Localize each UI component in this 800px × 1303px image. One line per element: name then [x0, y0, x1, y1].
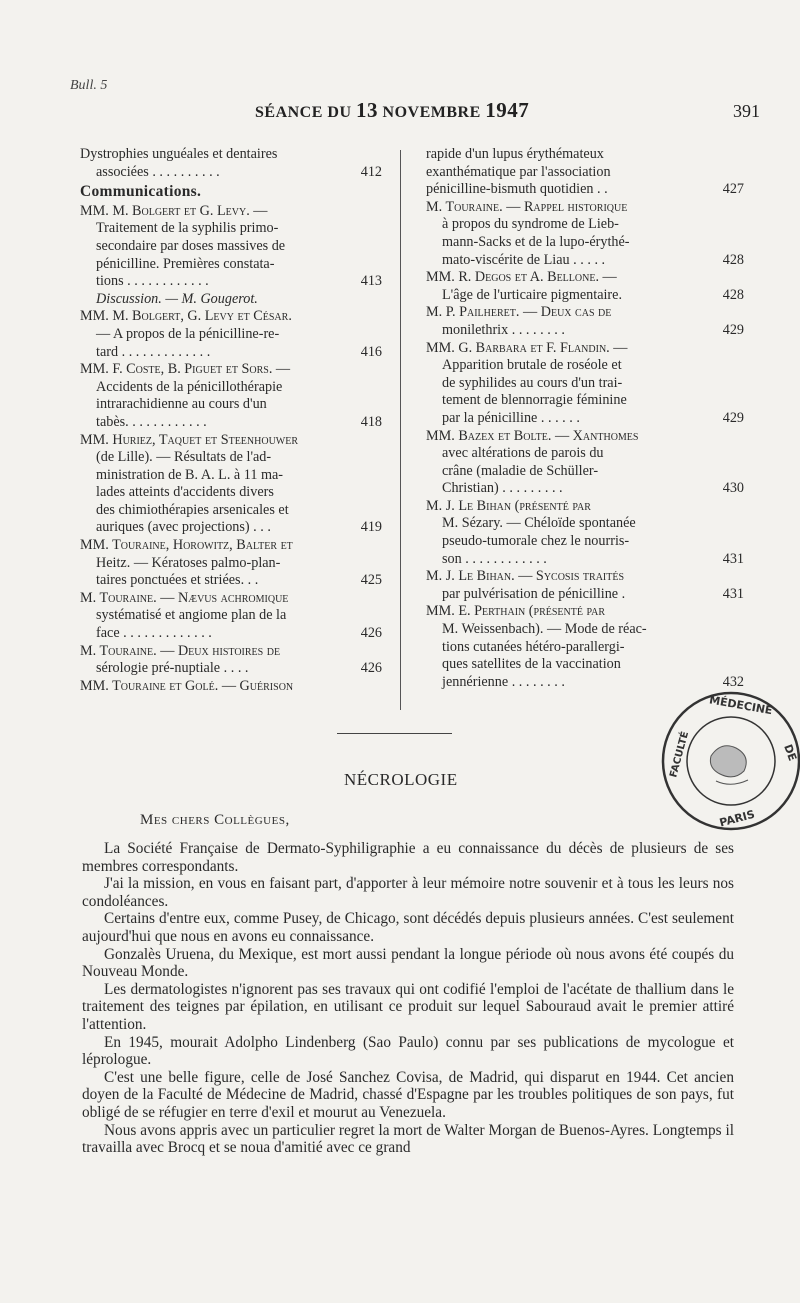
toc-authors: MM. Touraine et Golé. — Guérison: [80, 677, 294, 694]
library-stamp-icon: [656, 686, 800, 836]
running-head-day: 13: [356, 98, 379, 122]
toc-line: par la pénicilline . . . . . .: [442, 409, 580, 426]
toc-line: à propos du syndrome de Lieb-: [442, 216, 619, 233]
paragraph: Gonzalès Uruena, du Mexique, est mort aussi pendant la longue période où nous avons été coupés du Nouveau Monde.: [82, 945, 734, 981]
toc-entry: [426, 198, 744, 269]
toc-entry: [426, 568, 744, 603]
toc-page-number: 429: [722, 409, 744, 426]
toc-entry: [80, 202, 382, 291]
running-head-year: 1947: [485, 98, 530, 122]
toc-line: Heitz. — Kératoses palmo-plan-: [96, 554, 281, 571]
toc-page-number: 426: [360, 660, 382, 677]
toc-entry: [80, 431, 382, 538]
toc-line: Dystrophies unguéales et dentaires: [80, 146, 278, 162]
toc-line: L'âge de l'urticaire pigmentaire.: [442, 286, 623, 303]
salutation: Mes chers Collègues,: [140, 812, 290, 828]
toc-line: sérologie pré-nuptiale . . . .: [96, 660, 249, 677]
toc-authors: MM. E. Perthain (présenté par: [426, 603, 606, 620]
toc-line: associées . . . . . . . . . .: [96, 163, 220, 180]
toc-line: tabès. . . . . . . . . . . .: [96, 413, 207, 430]
toc-page-number: 429: [722, 321, 744, 338]
toc-authors: M. J. Le Bihan. — Sycosis traités: [426, 568, 625, 585]
toc-entry: [80, 146, 382, 181]
paragraph: C'est une belle figure, celle de José Sanchez Covisa, de Madrid, qui disparut en 1944. Cet ancien doyen de la Faculté de Médecine de Madrid, chassé d'Espagne par les troubles politiques de son pays, fut obligé de se réfugier en terre d'exil et mourut au Venezuela.: [82, 1068, 734, 1121]
toc-line: de syphilides au cours d'un trai-: [442, 374, 623, 391]
toc-entry: [426, 269, 744, 304]
toc-line: mato-viscérite de Liau . . . . .: [442, 251, 606, 268]
toc-line: tions cutanées hétéro-parallergi-: [442, 638, 625, 655]
toc-line: ques satellites de la vaccination: [442, 656, 621, 673]
toc-page-number: 432: [722, 673, 744, 690]
toc-line: face . . . . . . . . . . . . .: [96, 625, 212, 642]
section-heading: Communications.: [80, 183, 202, 201]
toc-line: intrarachidienne au cours d'un: [96, 396, 267, 413]
toc-page-number: 427: [722, 181, 744, 198]
stamp-text: FACULTÉ: [668, 730, 692, 779]
toc-page-number: 425: [360, 572, 382, 589]
stamp-text: MÉDECINE: [708, 693, 774, 718]
toc-page-number: 416: [360, 343, 382, 360]
toc-authors: MM. G. Barbara et F. Flandin. —: [426, 339, 628, 356]
toc-line: lades atteints d'accidents divers: [96, 484, 274, 501]
toc-line: pseudo-tumorale chez le nourris-: [442, 533, 630, 550]
paragraph: Certains d'entre eux, comme Pusey, de Chicago, sont décédés depuis plusieurs années. C'est seulement aujourd'hui que nous en avons eu connaissance.: [82, 910, 734, 945]
toc-authors: MM. F. Coste, B. Piguet et Sors. —: [80, 361, 291, 378]
toc-authors: M. Touraine. — Deux histoires de: [80, 642, 281, 659]
toc-line: jennérienne . . . . . . . .: [442, 673, 565, 690]
toc-line: son . . . . . . . . . . . .: [442, 550, 547, 567]
toc-entry: [426, 427, 744, 498]
toc-line: secondaire par doses massives de: [96, 237, 286, 254]
toc-authors: MM. Huriez, Taquet et Steenhouwer: [80, 431, 299, 448]
toc-page-number: 412: [360, 163, 382, 180]
toc-line: tement de blennorragie féminine: [442, 392, 627, 409]
running-head-month: NOVEMBRE: [378, 104, 486, 121]
toc-left-column: [80, 146, 382, 695]
toc-page-number: 428: [722, 251, 744, 268]
toc-page-number: 430: [722, 480, 744, 497]
toc-line: Apparition brutale de roséole et: [442, 357, 622, 374]
toc-authors: MM. M. Bolgert et G. Levy. —: [80, 202, 268, 219]
stamp-text: DE: [781, 742, 800, 763]
toc-line: Accidents de la pénicillothérapie: [96, 378, 283, 395]
toc-discussion: Discussion. — M. Gougerot.: [96, 290, 258, 307]
toc-line: pénicilline. Premières constata-: [96, 255, 275, 272]
section-divider: [337, 733, 452, 734]
toc-entry: [80, 678, 376, 696]
toc-page-number: 431: [722, 550, 744, 567]
toc-entry: [426, 146, 744, 199]
toc-entry: [426, 304, 744, 339]
toc-line: rapide d'un lupus érythémateux: [426, 146, 604, 162]
toc-line: pénicilline-bismuth quotidien . .: [426, 181, 608, 198]
toc-page-number: 431: [722, 585, 744, 602]
toc-authors: MM. Bazex et Bolte. — Xanthomes: [426, 427, 639, 444]
toc-authors: M. J. Le Bihan (présenté par: [426, 497, 591, 514]
toc-entry: [426, 603, 744, 691]
toc-authors: M. Touraine. — Rappel historique: [426, 198, 628, 215]
toc-line: systématisé et angiome plan de la: [96, 607, 287, 624]
toc-page-number: 419: [360, 519, 382, 536]
toc-page-number: 418: [360, 413, 382, 430]
toc-line: avec altérations de parois du: [442, 445, 604, 462]
paragraph: Nous avons appris avec un particulier regret la mort de Walter Morgan de Buenos-Ayres. Longtemps il travailla avec Brocq et se noua d'amitié avec ce grand: [82, 1121, 734, 1157]
toc-entry: [80, 642, 382, 678]
toc-line: monilethrix . . . . . . . .: [442, 321, 565, 338]
toc-line: des chimiothérapies arsenicales et: [96, 501, 289, 518]
toc-line: M. Weissenbach). — Mode de réac-: [442, 621, 647, 638]
page-number: 391: [733, 101, 760, 121]
paragraph: Les dermatologistes n'ignorent pas ses travaux qui ont codifié l'emploi de l'acétate de thallium dans le traitement des teignes par épilation, en utilisant ce produit sur lequel Sabouraud avait le premier attiré l'attention.: [82, 980, 734, 1033]
toc-line: (de Lille). — Résultats de l'ad-: [96, 449, 272, 466]
toc-entry: [80, 361, 382, 431]
toc-right-column: [426, 146, 744, 691]
toc-line: tions . . . . . . . . . . . .: [96, 273, 209, 290]
toc-page-number: 428: [722, 286, 744, 303]
toc-line: auriques (avec projections) . . .: [96, 519, 271, 536]
running-head: [255, 98, 529, 123]
toc-line: M. Sézary. — Chéloïde spontanée: [442, 515, 636, 532]
toc-authors: MM. R. Degos et A. Bellone. —: [426, 269, 617, 286]
toc-authors: MM. M. Bolgert, G. Levy et César.: [80, 308, 292, 325]
toc-line: crâne (maladie de Schüller-: [442, 462, 599, 479]
toc-line: Traitement de la syphilis primo-: [96, 220, 279, 237]
toc-line: taires ponctuées et striées. . .: [96, 572, 259, 589]
toc-authors: M. Touraine. — Nævus achromique: [80, 589, 289, 606]
running-head-part: SÉANCE DU: [255, 104, 357, 121]
toc-line: par pulvérisation de pénicilline .: [442, 585, 626, 602]
toc-entry: [80, 537, 382, 590]
bulletin-mark: Bull. 5: [70, 78, 108, 93]
toc-line: tard . . . . . . . . . . . . .: [96, 343, 211, 360]
toc-authors: MM. Touraine, Horowitz, Balter et: [80, 537, 293, 554]
toc-authors: M. P. Pailheret. — Deux cas de: [426, 304, 612, 321]
toc-line: Christian) . . . . . . . . .: [442, 480, 563, 497]
toc-entry: [80, 308, 382, 361]
toc-page-number: 413: [360, 273, 382, 290]
stamp-text: PARIS: [717, 807, 757, 830]
toc-entry: [426, 497, 744, 568]
paragraph: En 1945, mourait Adolpho Lindenberg (Sao Paulo) connu par ses publications de mycologue et léprologue.: [82, 1033, 734, 1069]
section-title: NÉCROLOGIE: [344, 770, 458, 789]
toc-page-number: 426: [360, 625, 382, 642]
toc-line: exanthématique par l'association: [426, 163, 611, 180]
toc-entry: [426, 339, 744, 428]
paragraph: La Société Française de Dermato-Syphiligraphie a eu connaissance du décès de plusieurs de ses membres correspondants.: [82, 840, 734, 875]
paragraph: J'ai la mission, en vous en faisant part, d'apporter à leur mémoire notre souvenir et à tous les leurs nos condoléances.: [82, 875, 734, 910]
toc-entry: [80, 589, 382, 643]
toc-line: — A propos de la pénicilline-re-: [96, 325, 280, 342]
toc-line: mann-Sacks et de la lupo-érythé-: [442, 233, 630, 250]
toc-line: ministration de B. A. L. à 11 ma-: [96, 466, 284, 483]
necrologie-body: [82, 840, 734, 1157]
column-divider: [400, 150, 401, 710]
